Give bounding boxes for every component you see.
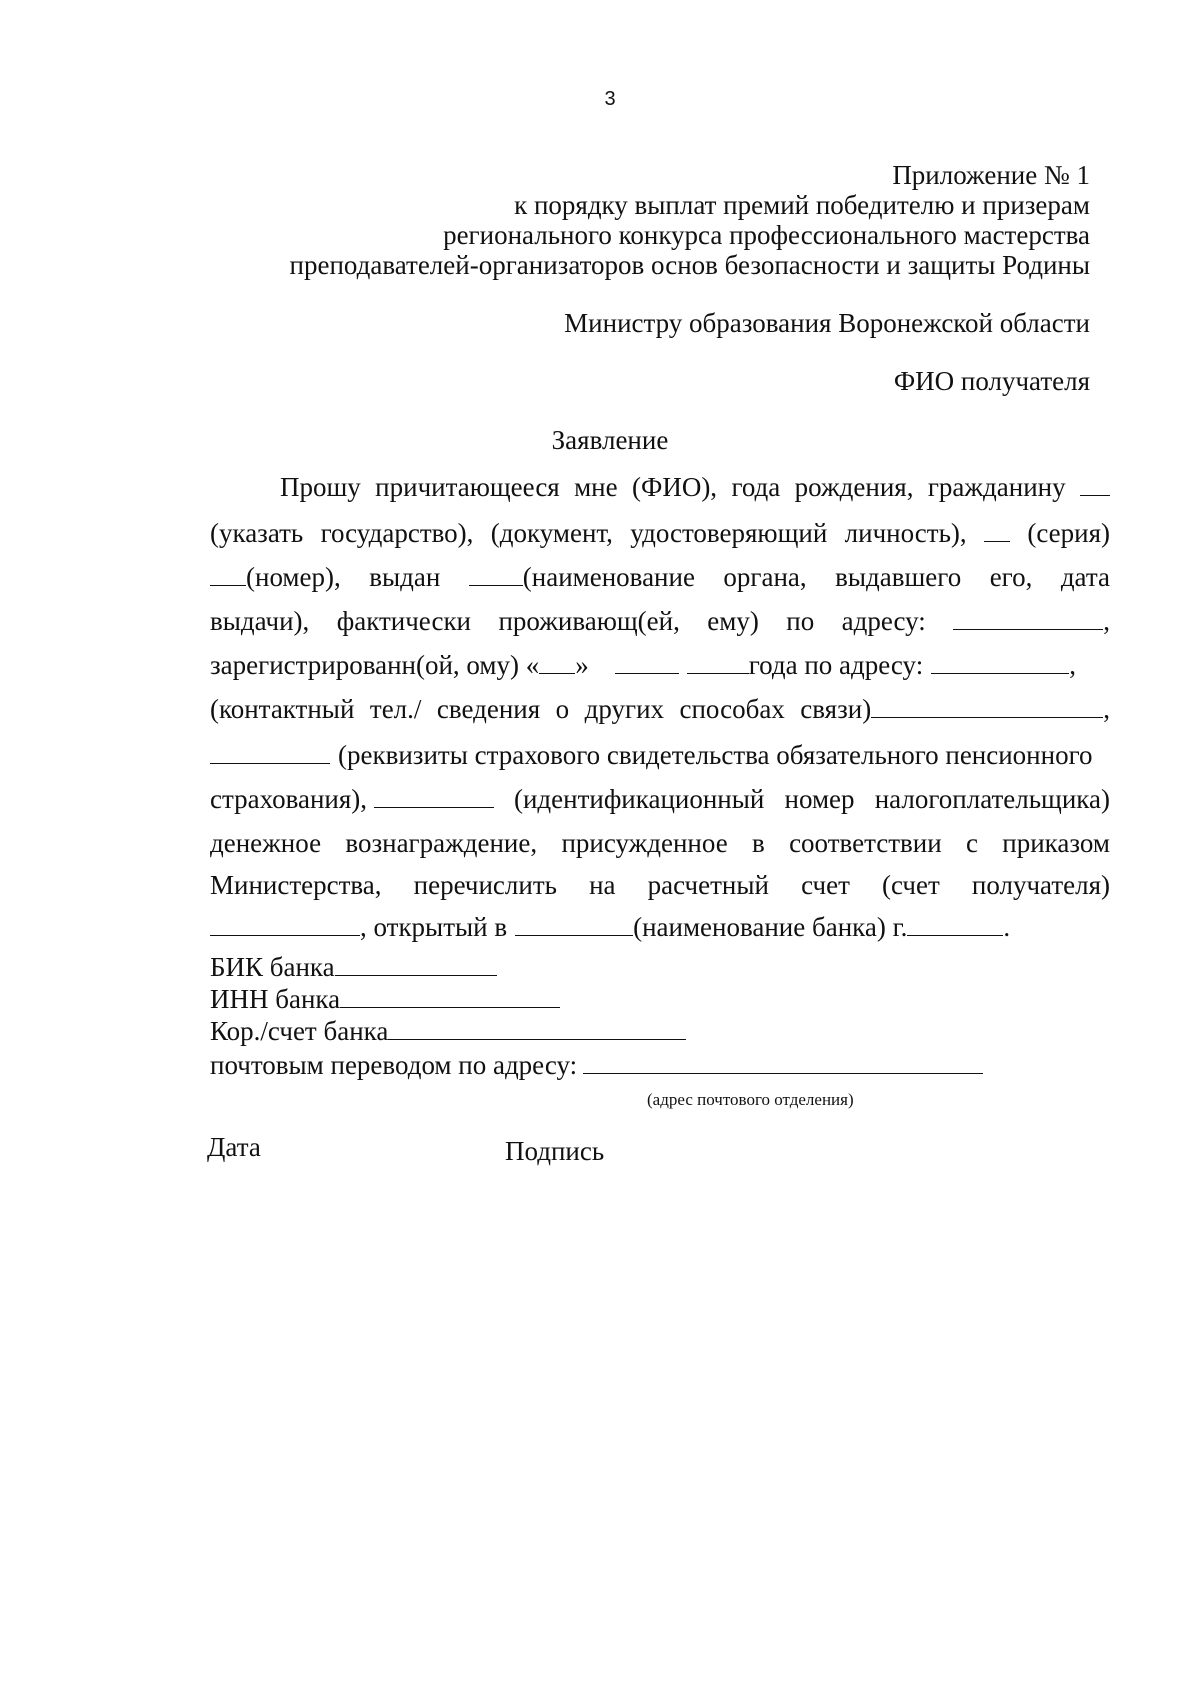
body-line-3	[210, 562, 1110, 593]
word: (наименование	[522, 562, 695, 592]
word: его,	[989, 562, 1033, 592]
kor-blank[interactable]	[388, 1038, 686, 1040]
word: выдан	[369, 562, 441, 592]
page-number: 3	[604, 88, 616, 110]
word: налогоплательщика)	[874, 784, 1110, 814]
word: проживающ(ей,	[498, 606, 680, 636]
word: (счет	[881, 870, 940, 900]
word: фактически	[336, 606, 472, 636]
word: денежное	[210, 828, 322, 858]
body-line-6	[210, 694, 1110, 725]
word: по	[786, 606, 815, 636]
word: в	[752, 828, 765, 858]
contacts-blank[interactable]	[871, 716, 1103, 718]
word: (ФИО),	[632, 472, 718, 502]
word: дата	[1060, 562, 1110, 592]
kor-label: Кор./счет банка	[210, 1016, 389, 1046]
word: на	[589, 870, 616, 900]
word: государство),	[320, 518, 474, 548]
word: перечислить	[413, 870, 557, 900]
body-line-1	[280, 472, 1110, 503]
word: личность),	[844, 518, 967, 548]
body-line-8	[210, 784, 1110, 815]
postal-row	[210, 1050, 1110, 1081]
issued-by-blank[interactable]	[469, 584, 523, 586]
word: Министерства,	[210, 870, 382, 900]
word: (номер),	[246, 562, 341, 592]
word: страхования),	[210, 784, 368, 814]
word: »	[575, 650, 589, 680]
signature-label: Подпись	[505, 1136, 605, 1166]
inn-personal-blank[interactable]	[374, 806, 494, 808]
word: способах	[679, 694, 785, 724]
comma: ,	[1069, 650, 1076, 680]
bik-row	[210, 952, 1110, 983]
reg-day-blank[interactable]	[539, 672, 575, 674]
body-line-4	[210, 606, 1110, 637]
word: ему)	[707, 606, 759, 636]
word: связи)	[800, 694, 872, 724]
word: с	[965, 828, 978, 858]
city-blank[interactable]	[907, 934, 1003, 936]
body-line-7	[210, 740, 1110, 771]
word: адресу:	[841, 606, 926, 636]
word: выдачи),	[210, 606, 310, 636]
appendix-line-4: преподавателей-организаторов основ безопасности и защиты Родины	[289, 250, 1090, 280]
word: счет	[801, 870, 850, 900]
word: года	[731, 472, 781, 502]
word: органа,	[723, 562, 807, 592]
inn-blank[interactable]	[340, 1006, 560, 1008]
body-line-9	[210, 828, 1110, 859]
inn-row	[210, 984, 1110, 1015]
word: получателя)	[971, 870, 1110, 900]
account-blank[interactable]	[210, 934, 360, 936]
number-blank[interactable]	[210, 584, 246, 586]
word: (серия)	[1027, 518, 1110, 548]
body-line-11	[210, 912, 1110, 943]
snils-blank[interactable]	[210, 762, 330, 764]
word: удостоверяющий	[630, 518, 828, 548]
word: (реквизиты страхового свидетельства обязательного пенсионного	[338, 740, 1093, 770]
appendix-line-3: регионального конкурса профессионального мастерства	[443, 220, 1090, 250]
word-group	[469, 562, 695, 593]
period: .	[1003, 912, 1011, 942]
actual-address-blank[interactable]	[953, 628, 1103, 630]
body-line-10	[210, 870, 1110, 901]
comma: ,	[1103, 694, 1110, 724]
word-group	[953, 606, 1110, 637]
bank-name-blank[interactable]	[515, 934, 633, 936]
word: (указать	[210, 518, 304, 548]
date-label: Дата	[207, 1132, 261, 1162]
reg-address-blank[interactable]	[931, 672, 1069, 674]
word: соответствии	[789, 828, 942, 858]
word: года по адресу:	[748, 650, 924, 680]
word: тел./	[369, 694, 422, 724]
word-group	[800, 694, 1110, 725]
reg-year-blank[interactable]	[687, 672, 749, 674]
inn-label: ИНН банка	[210, 984, 341, 1014]
word: о	[555, 694, 570, 724]
word: рождения,	[794, 472, 914, 502]
word: выдавшего	[835, 562, 962, 592]
body-line-5	[210, 650, 1110, 681]
bik-blank[interactable]	[335, 974, 497, 976]
word: зарегистрированн(ой, ому) «	[210, 650, 540, 680]
appendix-line-1: Приложение № 1	[892, 160, 1090, 190]
body-line-2	[210, 518, 1110, 549]
postal-label: почтовым переводом по адресу:	[210, 1050, 578, 1080]
word: других	[584, 694, 665, 724]
sender-name: ФИО получателя	[893, 366, 1090, 396]
word: присужденное	[561, 828, 728, 858]
word: причитающееся	[375, 472, 560, 502]
word: (документ,	[490, 518, 613, 548]
word: гражданину	[927, 472, 1066, 502]
appendix-line-2: к порядку выплат премий победителю и призерам	[514, 190, 1090, 220]
series-blank[interactable]	[984, 540, 1010, 542]
word-group	[210, 784, 494, 815]
word: мне	[574, 472, 618, 502]
reg-month-blank[interactable]	[615, 672, 679, 674]
word: , открытый в	[360, 912, 508, 942]
word: (наименование банка) г.	[633, 912, 908, 942]
addressee: Министру образования Воронежской области	[564, 308, 1090, 338]
kor-row	[210, 1016, 1110, 1047]
document-title: Заявление	[551, 425, 669, 455]
word: вознаграждение,	[345, 828, 538, 858]
postal-caption: (адрес почтового отделения)	[647, 1090, 854, 1109]
comma: ,	[1103, 606, 1110, 636]
word-group	[210, 562, 341, 593]
postal-blank[interactable]	[583, 1072, 983, 1074]
word: (идентификационный	[513, 784, 765, 814]
word: сведения	[436, 694, 541, 724]
word: приказом	[1002, 828, 1110, 858]
citizenship-blank[interactable]	[1080, 494, 1110, 496]
word: расчетный	[647, 870, 769, 900]
word: Прошу	[280, 472, 361, 502]
word: (контактный	[210, 694, 355, 724]
word: номер	[784, 784, 855, 814]
bik-label: БИК банка	[210, 952, 335, 982]
